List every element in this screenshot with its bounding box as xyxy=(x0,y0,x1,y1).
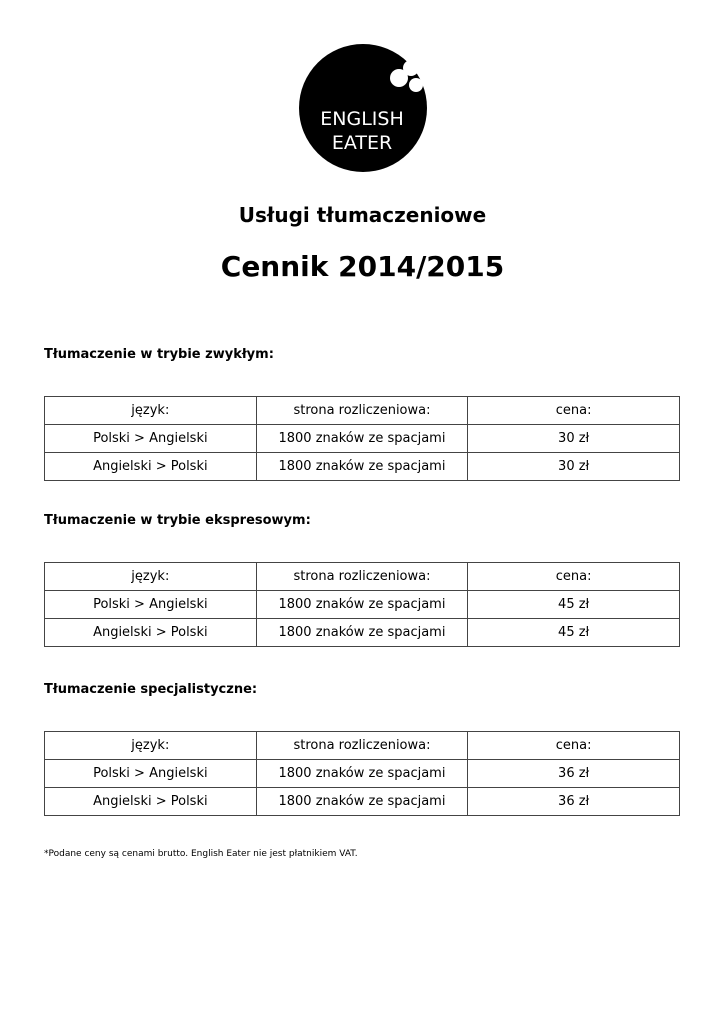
cell-price: 45 zł xyxy=(468,619,680,647)
price-table-standard xyxy=(44,396,680,481)
cell-page: 1800 znaków ze spacjami xyxy=(256,619,468,647)
section-heading-standard: Tłumaczenie w trybie zwykłym: xyxy=(44,347,274,362)
table-header-row xyxy=(45,397,680,425)
cell-price: 36 zł xyxy=(468,760,680,788)
cell-language: Polski > Angielski xyxy=(45,591,257,619)
page-title: Cennik 2014/2015 xyxy=(220,250,505,283)
page-subtitle: Usługi tłumaczeniowe xyxy=(238,203,487,227)
cell-page: 1800 znaków ze spacjami xyxy=(256,760,468,788)
column-header-language: język: xyxy=(45,563,257,591)
price-table-express xyxy=(44,562,680,647)
vat-footnote: *Podane ceny są cenami brutto. English Eater nie jest płatnikiem VAT. xyxy=(44,849,358,859)
column-header-price: cena: xyxy=(468,732,680,760)
cell-language: Angielski > Polski xyxy=(45,788,257,816)
table-row xyxy=(45,453,680,481)
table-row xyxy=(45,760,680,788)
table-row xyxy=(45,425,680,453)
column-header-page: strona rozliczeniowa: xyxy=(256,732,468,760)
column-header-page: strona rozliczeniowa: xyxy=(256,563,468,591)
table-header-row xyxy=(45,732,680,760)
cell-price: 30 zł xyxy=(468,453,680,481)
cell-page: 1800 znaków ze spacjami xyxy=(256,591,468,619)
column-header-language: język: xyxy=(45,732,257,760)
section-heading-express: Tłumaczenie w trybie ekspresowym: xyxy=(44,513,311,528)
cell-price: 36 zł xyxy=(468,788,680,816)
logo-text-line1: ENGLISH xyxy=(320,108,404,130)
column-header-page: strona rozliczeniowa: xyxy=(256,397,468,425)
column-header-language: język: xyxy=(45,397,257,425)
cell-language: Polski > Angielski xyxy=(45,760,257,788)
table-row xyxy=(45,591,680,619)
logo-text-line2: EATER xyxy=(331,132,393,154)
table-row xyxy=(45,619,680,647)
column-header-price: cena: xyxy=(468,397,680,425)
cell-language: Angielski > Polski xyxy=(45,619,257,647)
cell-price: 45 zł xyxy=(468,591,680,619)
cell-language: Angielski > Polski xyxy=(45,453,257,481)
table-header-row xyxy=(45,563,680,591)
section-heading-specialist: Tłumaczenie specjalistyczne: xyxy=(44,682,258,697)
cell-page: 1800 znaków ze spacjami xyxy=(256,425,468,453)
cell-page: 1800 znaków ze spacjami xyxy=(256,788,468,816)
cell-price: 30 zł xyxy=(468,425,680,453)
price-table-specialist xyxy=(44,731,680,816)
cell-page: 1800 znaków ze spacjami xyxy=(256,453,468,481)
column-header-price: cena: xyxy=(468,563,680,591)
cell-language: Polski > Angielski xyxy=(45,425,257,453)
english-eater-logo xyxy=(298,43,428,173)
table-row xyxy=(45,788,680,816)
